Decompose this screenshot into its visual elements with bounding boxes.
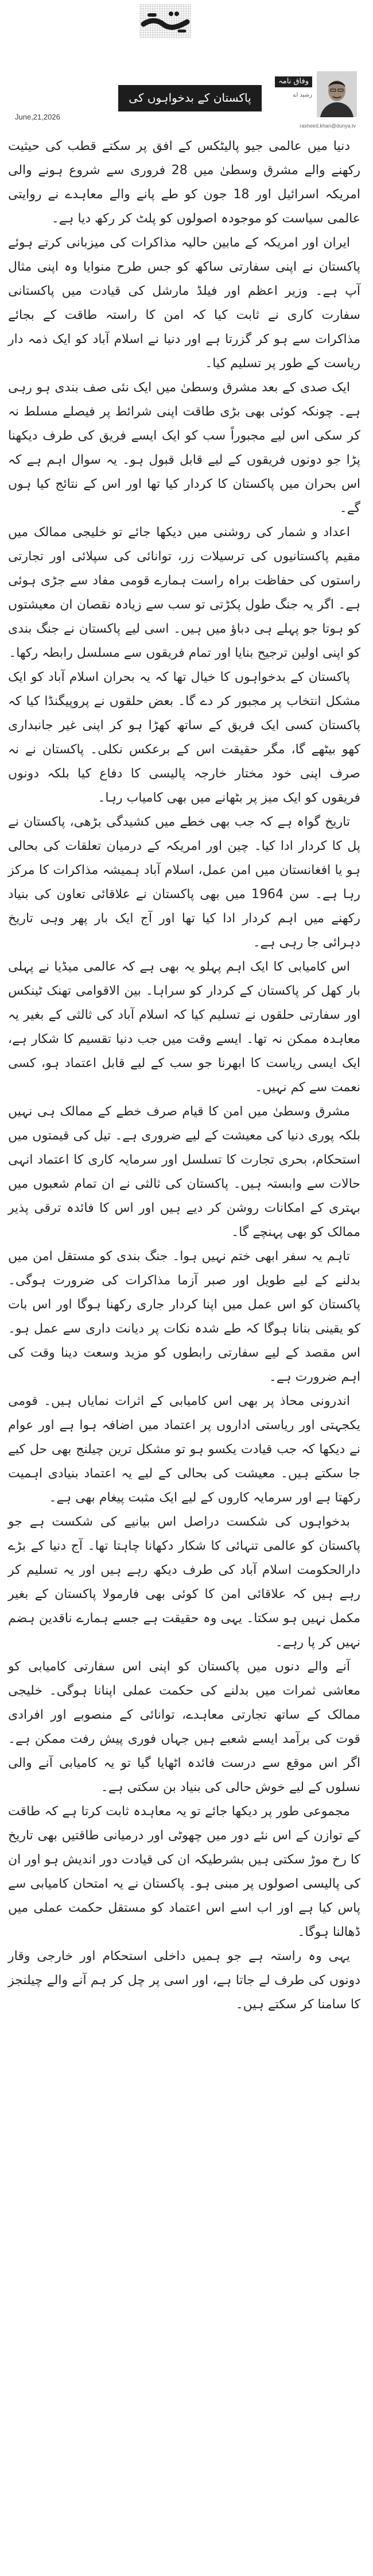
- author-email: rasheed.khan@dunya.tv: [300, 123, 356, 129]
- author-byline: [259, 71, 357, 121]
- byline-text: [259, 75, 312, 98]
- article-body: [8, 134, 360, 2017]
- article-paragraph: مجموعی طور پر دیکھا جائے تو یہ معاہدہ ثابت کرتا ہے کہ طاقت کے توازن کے اس نئے دور میں چھوٹی اور درمیانی طاقتیں بھی تاریخ کا رخ موڑ سکتی ہیں بشرطیکہ ان کی قیادت دور اندیش ہو اور ان کی پالیسی اصولوں پر مبنی ہو۔ پاکستان نے یہ امتحان کامیابی سے پاس کیا ہے اور اب اسے اس اعتماد کو مستقل حکمت عملی میں ڈھالنا ہوگا۔: [8, 1804, 360, 1939]
- article-paragraph: اس کامیابی کا ایک اہم پہلو یہ بھی ہے کہ عالمی میڈیا نے پہلی بار کھل کر پاکستان کے کردار کو سراہا۔ بین الاقوامی تھنک ٹینکس اور سفارتی حلقوں نے تسلیم کیا کہ اسلام آباد کی ثالثی کے بغیر یہ معاہدہ ممکن نہ تھا۔ ایسے وقت میں جب دنیا تقسیم کا شکار ہے، ایک ایسی ریاست کا ابھرنا جو سب کے لیے قابل اعتماد ہو، کسی نعمت سے کم نہیں۔: [8, 960, 360, 1095]
- article-paragraph: پاکستان کے بدخواہوں کا خیال تھا کہ یہ بحران اسلام آباد کو ایک مشکل انتخاب پر مجبور کر دے گا۔ بعض حلقوں نے پروپیگنڈا کیا کہ پاکستان کسی ایک فریق کے ساتھ کھڑا ہو کر اپنی غیر جانبداری کھو بیٹھے گا، مگر حقیقت اس کے برعکس نکلی۔ پاکستان نے نہ صرف اپنی خود مختار خارجہ پالیسی کا دفاع کیا بلکہ دونوں فریقوں کو ایک میز پر بٹھانے میں بھی کامیاب رہا۔: [8, 670, 360, 805]
- article-paragraph: ایران اور امریکہ کے مابین حالیہ مذاکرات کی میزبانی کرتے ہوئے پاکستان نے اپنی سفارتی ساکھ کو جس طرح منوایا وہ اپنی مثال آپ ہے۔ وزیر اعظم اور فیلڈ مارشل کی قیادت میں پاکستانی سفارت کاری نے ثابت کیا کہ امن کا راستہ طاقت کے بجائے مذاکرات سے ہو کر گزرتا ہے اور دنیا نے اسلام آباد کو ایک ذمہ دار ریاست کے طور پر تسلیم کیا۔: [8, 236, 360, 371]
- article-paragraph: اعداد و شمار کی روشنی میں دیکھا جائے تو خلیجی ممالک میں مقیم پاکستانیوں کی ترسیلات زر، توانائی کی سپلائی اور تجارتی راستوں کی حفاظت براہ راست ہمارے قومی مفاد سے جڑی ہوئی ہے۔ اگر یہ جنگ طول پکڑتی تو سب سے زیادہ نقصان ان معیشتوں کو ہوتا جو پہلے ہی دباؤ میں ہیں۔ اسی لیے پاکستان نے جنگ بندی کو اپنی اولین ترجیح بنایا اور تمام فریقوں سے مسلسل رابطہ رکھا۔: [8, 525, 360, 660]
- article-paragraph: یہی وہ راستہ ہے جو ہمیں داخلی استحکام اور خارجی وقار دونوں کی طرف لے جاتا ہے، اور اسی پر چل کر ہم آنے والے چیلنجز کا سامنا کر سکتے ہیں۔: [8, 1949, 360, 2012]
- publish-date: June,21,2026: [15, 113, 60, 121]
- article-paragraph: آنے والے دنوں میں پاکستان کو اپنی اس سفارتی کامیابی کو معاشی ثمرات میں بدلنے کی حکمت عملی اپنانا ہوگی۔ خلیجی ممالک کے ساتھ تجارتی معاہدے، توانائی کے منصوبے اور افرادی قوت کی برآمد ایسے شعبے ہیں جہاں فوری پیش رفت ممکن ہے۔ اگر اس موقع سے درست فائدہ اٹھایا گیا تو یہ کامیابی آنے والی نسلوں کے لیے خوش حالی کی بنیاد بن سکتی ہے۔: [8, 1659, 360, 1795]
- author-portrait-icon: [317, 71, 357, 117]
- article-paragraph: ایک صدی کے بعد مشرق وسطیٰ میں ایک نئی صف بندی ہو رہی ہے۔ چونکہ کوئی بھی بڑی طاقت اپنی شرائط پر فیصلے مسلط نہ کر سکی اس لیے مجبوراً سب کو ایک ایسے فریق کی طرف دیکھنا پڑا جو دونوں فریقوں کے لیے قابل قبول ہو۔ یہ سوال اہم ہے کہ اس بحران میں پاکستان کا کردار کیا تھا اور اس کے نتائج کیا ہوں گے۔: [8, 380, 360, 515]
- column-header: [8, 0, 360, 131]
- article-paragraph: دنیا میں عالمی جیو پالیٹکس کے افق پر سکتے قطب کی حیثیت رکھنے والے مشرق وسطیٰ میں 28 فروری سے شروع ہونے والی امریکہ اسرائیل اور 18 جون کو طے پانے والے معاہدے نے روایتی عالمی سیاست کو موجودہ اصولوں کو پلٹ کر رکھ دیا ہے۔: [8, 139, 360, 226]
- column-title-text: پاکستان کے بدخواہوں کی شکست: [129, 91, 251, 130]
- column-title: [118, 85, 262, 130]
- article-paragraph: اندرونی محاذ پر بھی اس کامیابی کے اثرات نمایاں ہیں۔ قومی یکجہتی اور ریاستی اداروں پر اعتماد میں اضافہ ہوا ہے اور عوام نے دیکھا کہ جب قیادت یکسو ہو تو مشکل ترین چیلنج بھی حل کیے جا سکتے ہیں۔ معیشت کی بحالی کے لیے یہ اعتماد بنیادی اہمیت رکھتا ہے اور سرمایہ کاروں کے لیے ایک مثبت پیغام بھی ہے۔: [8, 1394, 360, 1505]
- article-paragraph: مشرق وسطیٰ میں امن کا قیام صرف خطے کے ممالک ہی نہیں بلکہ پوری دنیا کی معیشت کے لیے ضروری ہے۔ تیل کی قیمتوں میں استحکام، بحری تجارت کا تسلسل اور سرمایہ کاری کا اعتماد انہی حالات سے وابستہ ہیں۔ پاکستان کی ثالثی نے ان تمام شعبوں میں بہتری کے امکانات روشن کر دیے ہیں اور اس کا فائدہ ترقی پذیر ممالک کو بھی پہنچے گا۔: [8, 1104, 360, 1239]
- article-paragraph: تاہم یہ سفر ابھی ختم نہیں ہوا۔ جنگ بندی کو مستقل امن میں بدلنے کے لیے طویل اور صبر آزما مذاکرات کی ضرورت ہوگی۔ پاکستان کو اس عمل میں اپنا کردار جاری رکھنا ہوگا اور اس بات کو یقینی بنانا ہوگا کہ طے شدہ نکات پر دیانت داری سے عمل ہو۔ اس مقصد کے لیے سفارتی رابطوں کو مزید وسعت دینا وقت کی اہم ضرورت ہے۔: [8, 1249, 360, 1384]
- author-photo: [317, 71, 357, 117]
- article-paragraph: بدخواہوں کی شکست دراصل اس بیانیے کی شکست ہے جو پاکستان کو عالمی تنہائی کا شکار دکھانا چاہتا تھا۔ آج دنیا کے بڑے دارالحکومت اسلام آباد کی طرف دیکھ رہے ہیں اور یہ تسلیم کر رہے ہیں کہ علاقائی امن کا کوئی بھی فارمولا پاکستان کے بغیر مکمل نہیں ہو سکتا۔ یہی وہ حقیقت ہے جسے ہمارے ناقدین ہضم نہیں کر پا رہے۔: [8, 1515, 360, 1650]
- dunya-logo-mark: [138, 2, 193, 39]
- article-paragraph: تاریخ گواہ ہے کہ جب بھی خطے میں کشیدگی بڑھی، پاکستان نے پل کا کردار ادا کیا۔ چین اور امریکہ کے درمیان تعلقات کی بحالی ہو یا افغانستان میں امن عمل، اسلام آباد ہمیشہ مذاکرات کا مرکز رہا ہے۔ سن 1964 میں بھی پاکستان نے علاقائی تعاون کی بنیاد رکھنے میں اہم کردار ادا کیا تھا اور آج ایک بار پھر وہی تاریخ دہرائی جا رہی ہے۔: [8, 815, 360, 950]
- author-column-name: رشید اے: [293, 92, 312, 98]
- dunya-logo: [138, 2, 193, 39]
- author-name: وفاق نامہ: [275, 76, 312, 87]
